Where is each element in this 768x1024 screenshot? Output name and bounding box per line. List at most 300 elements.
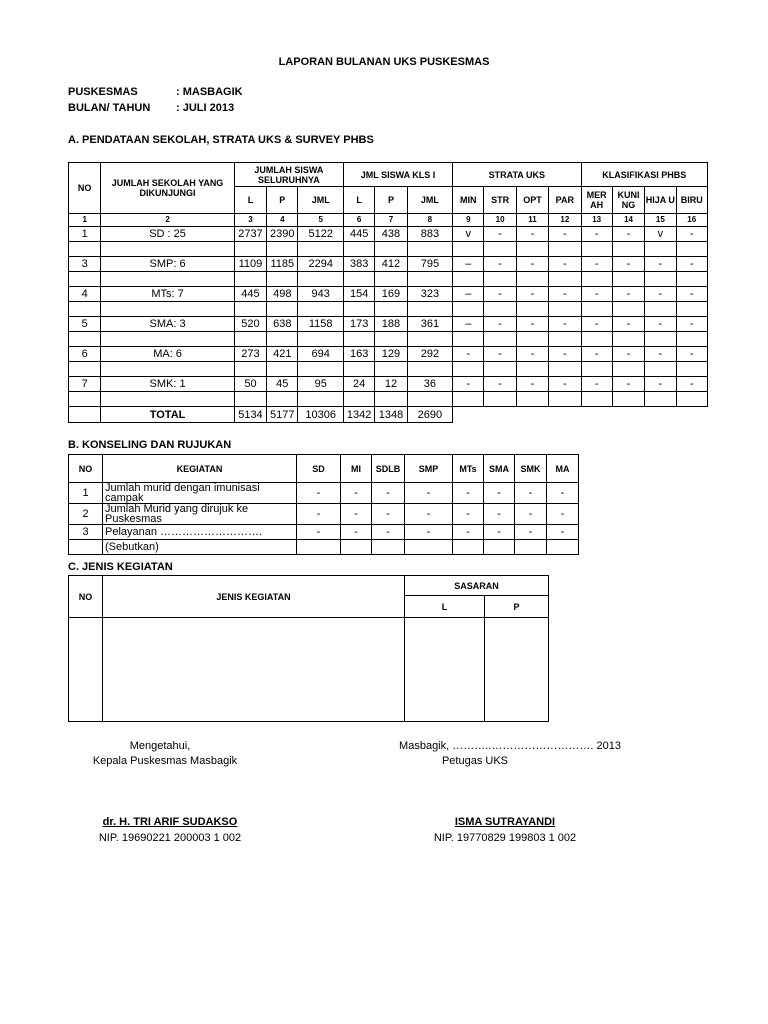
header-strata: STRATA UKS — [453, 163, 581, 187]
column-number: 11 — [516, 214, 548, 227]
header-hijau: HIJA U — [645, 187, 676, 214]
header-biru: BIRU — [676, 187, 707, 214]
empty-cell — [267, 242, 298, 257]
cell-kuning: - — [612, 347, 644, 362]
empty-cell — [101, 362, 234, 377]
cell-jml1: 883 — [407, 227, 452, 242]
total-l-kls1: 1342 — [343, 407, 374, 423]
total-p-kls1: 1348 — [375, 407, 407, 423]
period-label: BULAN/ TAHUN — [68, 102, 151, 114]
cell-hijau: - — [645, 317, 676, 332]
cell-p1: 412 — [375, 257, 407, 272]
empty-cell — [267, 362, 298, 377]
cell-str: - — [484, 317, 516, 332]
cell-l: 273 — [234, 347, 266, 362]
c-header-l: L — [405, 596, 485, 618]
column-number: 16 — [676, 214, 707, 227]
cell-kuning: - — [612, 287, 644, 302]
cell-min: – — [453, 257, 484, 272]
empty-cell — [267, 392, 298, 407]
b-header-cell: SMA — [484, 455, 515, 483]
cell-par: - — [549, 377, 581, 392]
total-jml-kls1: 2690 — [407, 407, 452, 423]
empty-cell — [234, 332, 266, 347]
cell-hijau: - — [645, 257, 676, 272]
counseling-header-row — [69, 455, 579, 483]
empty-cell — [581, 332, 612, 347]
empty-cell — [234, 242, 266, 257]
cell-str: - — [484, 287, 516, 302]
empty-cell — [484, 332, 516, 347]
report-title: LAPORAN BULANAN UKS PUSKESMAS — [278, 56, 490, 68]
empty-cell — [612, 332, 644, 347]
b-header-cell: KEGIATAN — [103, 455, 297, 483]
section-c-title: C. JENIS KEGIATAN — [68, 561, 173, 573]
b-cell-value — [515, 540, 547, 555]
b-cell-value: - — [341, 525, 372, 540]
cell-par: - — [549, 287, 581, 302]
header-kuning: KUNI NG — [612, 187, 644, 214]
table-row — [69, 317, 708, 332]
cell-jml: 95 — [298, 377, 344, 392]
empty-cell — [407, 392, 452, 407]
b-cell-value — [372, 540, 405, 555]
cell-p: 421 — [267, 347, 298, 362]
cell-p1: 438 — [375, 227, 407, 242]
cell-school: MTs: 7 — [101, 287, 234, 302]
spacer-row — [69, 242, 708, 257]
empty-cell — [69, 242, 101, 257]
empty-cell — [516, 242, 548, 257]
header-l-kls1: L — [343, 187, 374, 214]
c-cell-p — [485, 618, 549, 722]
empty-cell — [101, 302, 234, 317]
b-cell-value: - — [484, 525, 515, 540]
cell-no: 7 — [69, 377, 101, 392]
counseling-row — [69, 525, 579, 540]
empty-cell — [69, 272, 101, 287]
cell-opt: - — [516, 227, 548, 242]
b-cell-kegiatan: Jumlah murid dengan imunisasi campak — [103, 483, 297, 504]
empty-cell — [676, 362, 707, 377]
cell-hijau: v — [645, 227, 676, 242]
header-opt: OPT — [516, 187, 548, 214]
empty-cell — [101, 272, 234, 287]
b-cell-value: - — [405, 525, 453, 540]
cell-p1: 188 — [375, 317, 407, 332]
column-number: 10 — [484, 214, 516, 227]
empty-cell — [453, 242, 484, 257]
empty-cell — [407, 242, 452, 257]
header-students-kls1: JML SISWA KLS I — [343, 163, 452, 187]
cell-no: 1 — [69, 227, 101, 242]
left-signer-nip: NIP. 19690221 200003 1 002 — [98, 832, 242, 844]
column-number: 12 — [549, 214, 581, 227]
b-cell-value: - — [547, 525, 579, 540]
empty-cell — [516, 362, 548, 377]
cell-no: 3 — [69, 257, 101, 272]
activity-table — [68, 575, 549, 722]
empty-cell — [407, 272, 452, 287]
empty-cell — [234, 302, 266, 317]
b-cell-value — [484, 540, 515, 555]
column-number: 7 — [375, 214, 407, 227]
cell-merah: - — [581, 257, 612, 272]
right-signer-nip: NIP. 19770829 199803 1 002 — [433, 832, 577, 844]
left-role: Kepala Puskesmas Masbagik — [92, 755, 238, 767]
cell-min: v — [453, 227, 484, 242]
cell-l1: 154 — [343, 287, 374, 302]
empty-cell — [612, 302, 644, 317]
b-cell-value: - — [405, 504, 453, 525]
b-cell-no — [69, 540, 103, 555]
empty-cell — [343, 242, 374, 257]
cell-school: SMK: 1 — [101, 377, 234, 392]
cell-min: - — [453, 347, 484, 362]
cell-opt: - — [516, 377, 548, 392]
school-data-table — [68, 162, 708, 423]
empty-cell — [549, 392, 581, 407]
b-cell-value: - — [297, 483, 341, 504]
empty-cell — [298, 332, 344, 347]
c-cell-jenis — [103, 618, 405, 722]
cell-p1: 12 — [375, 377, 407, 392]
section-b-title: B. KONSELING DAN RUJUKAN — [68, 439, 232, 451]
cell-str: - — [484, 377, 516, 392]
cell-opt: - — [516, 257, 548, 272]
table-row — [69, 257, 708, 272]
cell-l: 445 — [234, 287, 266, 302]
b-header-cell: SMP — [405, 455, 453, 483]
empty-cell — [343, 362, 374, 377]
cell-str: - — [484, 347, 516, 362]
header-min: MIN — [453, 187, 484, 214]
cell-l: 50 — [234, 377, 266, 392]
counseling-table — [68, 454, 579, 555]
empty-cell — [69, 302, 101, 317]
cell-str: - — [484, 227, 516, 242]
empty-cell — [484, 362, 516, 377]
b-header-cell: SD — [297, 455, 341, 483]
cell-p: 2390 — [267, 227, 298, 242]
header-jml-kls1: JML — [407, 187, 452, 214]
section-a-title: A. PENDATAAN SEKOLAH, STRATA UKS & SURVEY PHBS — [68, 134, 374, 146]
column-number: 4 — [267, 214, 298, 227]
empty-cell — [69, 392, 101, 407]
empty-cell — [484, 242, 516, 257]
cell-p: 638 — [267, 317, 298, 332]
empty-cell — [375, 332, 407, 347]
b-cell-value: - — [372, 525, 405, 540]
left-signer-name: dr. H. TRI ARIF SUDAKSO — [102, 816, 238, 828]
total-l: 5134 — [234, 407, 266, 423]
empty-cell — [267, 272, 298, 287]
cell-biru: - — [676, 287, 707, 302]
empty-cell — [298, 302, 344, 317]
b-cell-value: - — [297, 504, 341, 525]
b-cell-value: - — [453, 504, 484, 525]
cell-merah: - — [581, 317, 612, 332]
header-par: PAR — [549, 187, 581, 214]
cell-str: - — [484, 257, 516, 272]
empty-cell — [101, 332, 234, 347]
column-number: 6 — [343, 214, 374, 227]
empty-cell — [484, 272, 516, 287]
empty-cell — [612, 242, 644, 257]
cell-kuning: - — [612, 227, 644, 242]
b-cell-value: - — [372, 504, 405, 525]
period-value: : JULI 2013 — [176, 102, 235, 114]
b-cell-value — [405, 540, 453, 555]
c-header-jenis: JENIS KEGIATAN — [103, 576, 405, 618]
right-signer-name: ISMA SUTRAYANDI — [454, 816, 556, 828]
empty-cell — [645, 302, 676, 317]
header-p-kls1: P — [375, 187, 407, 214]
spacer-row — [69, 302, 708, 317]
empty-cell — [516, 272, 548, 287]
empty-cell — [298, 362, 344, 377]
empty-cell — [549, 362, 581, 377]
place-date: Masbagik, ………..………………………. 2013 — [399, 740, 621, 752]
cell-min: – — [453, 317, 484, 332]
empty-cell — [612, 362, 644, 377]
cell-par: - — [549, 227, 581, 242]
cell-min: - — [453, 377, 484, 392]
column-number: 8 — [407, 214, 452, 227]
empty-cell — [298, 272, 344, 287]
column-number: 3 — [234, 214, 266, 227]
cell-l: 520 — [234, 317, 266, 332]
empty-cell — [581, 362, 612, 377]
puskesmas-label: PUSKESMAS — [68, 86, 138, 98]
total-p: 5177 — [267, 407, 298, 423]
b-header-cell: NO — [69, 455, 103, 483]
empty-cell — [375, 272, 407, 287]
empty-cell — [516, 302, 548, 317]
empty-cell — [69, 362, 101, 377]
cell-p1: 169 — [375, 287, 407, 302]
empty-cell — [298, 392, 344, 407]
empty-cell — [375, 242, 407, 257]
cell-jml1: 361 — [407, 317, 452, 332]
cell-jml: 5122 — [298, 227, 344, 242]
right-role: Petugas UKS — [441, 755, 509, 767]
header-no: NO — [69, 163, 101, 214]
cell-biru: - — [676, 347, 707, 362]
cell-jml1: 795 — [407, 257, 452, 272]
cell-opt: - — [516, 317, 548, 332]
b-cell-value — [297, 540, 341, 555]
total-jml: 10306 — [298, 407, 344, 423]
empty-cell — [645, 332, 676, 347]
b-cell-no: 1 — [69, 483, 103, 504]
empty-cell — [516, 332, 548, 347]
empty-cell — [612, 272, 644, 287]
cell-jml: 943 — [298, 287, 344, 302]
empty-cell — [612, 392, 644, 407]
cell-l1: 173 — [343, 317, 374, 332]
cell-biru: - — [676, 227, 707, 242]
cell-hijau: - — [645, 347, 676, 362]
cell-jml: 2294 — [298, 257, 344, 272]
c-cell-no — [69, 618, 103, 722]
empty-cell — [516, 392, 548, 407]
empty-cell — [676, 272, 707, 287]
column-number-row — [69, 214, 708, 227]
cell-l1: 24 — [343, 377, 374, 392]
b-cell-value: - — [484, 504, 515, 525]
b-cell-value: - — [297, 525, 341, 540]
empty-cell — [676, 332, 707, 347]
cell-jml: 694 — [298, 347, 344, 362]
header-merah: MER AH — [581, 187, 612, 214]
c-cell-l — [405, 618, 485, 722]
empty-cell — [234, 392, 266, 407]
spacer-row — [69, 362, 708, 377]
cell-biru: - — [676, 377, 707, 392]
spacer-row — [69, 392, 708, 407]
counseling-row — [69, 504, 579, 525]
c-header-no: NO — [69, 576, 103, 618]
cell-school: SMA: 3 — [101, 317, 234, 332]
cell-no: 5 — [69, 317, 101, 332]
empty-cell — [484, 392, 516, 407]
cell-hijau: - — [645, 287, 676, 302]
cell-p: 498 — [267, 287, 298, 302]
counseling-row — [69, 540, 579, 555]
cell-l1: 445 — [343, 227, 374, 242]
empty-cell — [343, 302, 374, 317]
cell-hijau: - — [645, 377, 676, 392]
empty-cell — [234, 362, 266, 377]
empty-cell — [581, 242, 612, 257]
empty-cell — [298, 242, 344, 257]
b-cell-value: - — [341, 483, 372, 504]
header-str: STR — [484, 187, 516, 214]
b-header-cell: MTs — [453, 455, 484, 483]
column-number: 14 — [612, 214, 644, 227]
b-cell-value: - — [405, 483, 453, 504]
b-cell-value: - — [341, 504, 372, 525]
empty-cell — [234, 272, 266, 287]
cell-par: - — [549, 317, 581, 332]
b-cell-value: - — [515, 504, 547, 525]
b-cell-kegiatan: Jumlah Murid yang dirujuk ke Puskesmas — [103, 504, 297, 525]
cell-jml1: 36 — [407, 377, 452, 392]
empty-cell — [645, 242, 676, 257]
b-header-cell: SMK — [515, 455, 547, 483]
spacer-row — [69, 332, 708, 347]
cell-school: SMP: 6 — [101, 257, 234, 272]
cell-merah: - — [581, 227, 612, 242]
cell-opt: - — [516, 347, 548, 362]
empty-cell — [549, 332, 581, 347]
b-header-cell: SDLB — [372, 455, 405, 483]
c-header-p: P — [485, 596, 549, 618]
b-cell-value: - — [515, 483, 547, 504]
cell-merah: - — [581, 287, 612, 302]
cell-p: 1185 — [267, 257, 298, 272]
empty-cell — [407, 302, 452, 317]
spacer-row — [69, 272, 708, 287]
cell-l1: 163 — [343, 347, 374, 362]
empty-cell — [375, 392, 407, 407]
known-by-label: Mengetahui, — [129, 740, 191, 752]
cell-kuning: - — [612, 317, 644, 332]
empty-cell — [375, 302, 407, 317]
empty-cell — [375, 362, 407, 377]
header-phbs: KLASIFIKASI PHBS — [581, 163, 707, 187]
cell-p1: 129 — [375, 347, 407, 362]
empty-cell — [549, 242, 581, 257]
table-row — [69, 227, 708, 242]
cell-biru: - — [676, 257, 707, 272]
column-number: 9 — [453, 214, 484, 227]
table-row — [69, 287, 708, 302]
cell-par: - — [549, 257, 581, 272]
column-number: 5 — [298, 214, 344, 227]
b-cell-value — [453, 540, 484, 555]
total-label: TOTAL — [101, 407, 234, 423]
b-cell-value: - — [547, 504, 579, 525]
empty-cell — [453, 272, 484, 287]
empty-cell — [101, 392, 234, 407]
header-p: P — [267, 187, 298, 214]
empty-cell — [453, 362, 484, 377]
empty-cell — [407, 362, 452, 377]
table-row — [69, 347, 708, 362]
empty-cell — [549, 302, 581, 317]
cell-l1: 383 — [343, 257, 374, 272]
b-cell-value: - — [547, 483, 579, 504]
cell-no: 4 — [69, 287, 101, 302]
empty-cell — [645, 392, 676, 407]
empty-cell — [453, 392, 484, 407]
cell-jml: 1158 — [298, 317, 344, 332]
empty-cell — [581, 272, 612, 287]
counseling-row — [69, 483, 579, 504]
column-number: 15 — [645, 214, 676, 227]
cell-min: – — [453, 287, 484, 302]
cell-p: 45 — [267, 377, 298, 392]
empty-cell — [343, 392, 374, 407]
cell-no: 6 — [69, 347, 101, 362]
b-header-cell: MI — [341, 455, 372, 483]
b-header-cell: MA — [547, 455, 579, 483]
cell-jml1: 323 — [407, 287, 452, 302]
b-cell-value — [547, 540, 579, 555]
b-cell-value: - — [453, 483, 484, 504]
total-no-cell — [69, 407, 101, 423]
empty-cell — [343, 332, 374, 347]
empty-cell — [676, 392, 707, 407]
empty-cell — [581, 302, 612, 317]
header-jml: JML — [298, 187, 344, 214]
header-school: JUMLAH SEKOLAH YANG DIKUNJUNGI — [101, 163, 234, 214]
empty-cell — [267, 302, 298, 317]
b-cell-kegiatan: Pelayanan ………………………. — [103, 525, 297, 540]
cell-opt: - — [516, 287, 548, 302]
empty-cell — [676, 302, 707, 317]
empty-cell — [101, 242, 234, 257]
column-number: 1 — [69, 214, 101, 227]
b-cell-kegiatan: (Sebutkan) — [103, 540, 297, 555]
column-number: 2 — [101, 214, 234, 227]
c-header-sasaran: SASARAN — [405, 576, 549, 596]
b-cell-no: 2 — [69, 504, 103, 525]
b-cell-no: 3 — [69, 525, 103, 540]
cell-merah: - — [581, 377, 612, 392]
